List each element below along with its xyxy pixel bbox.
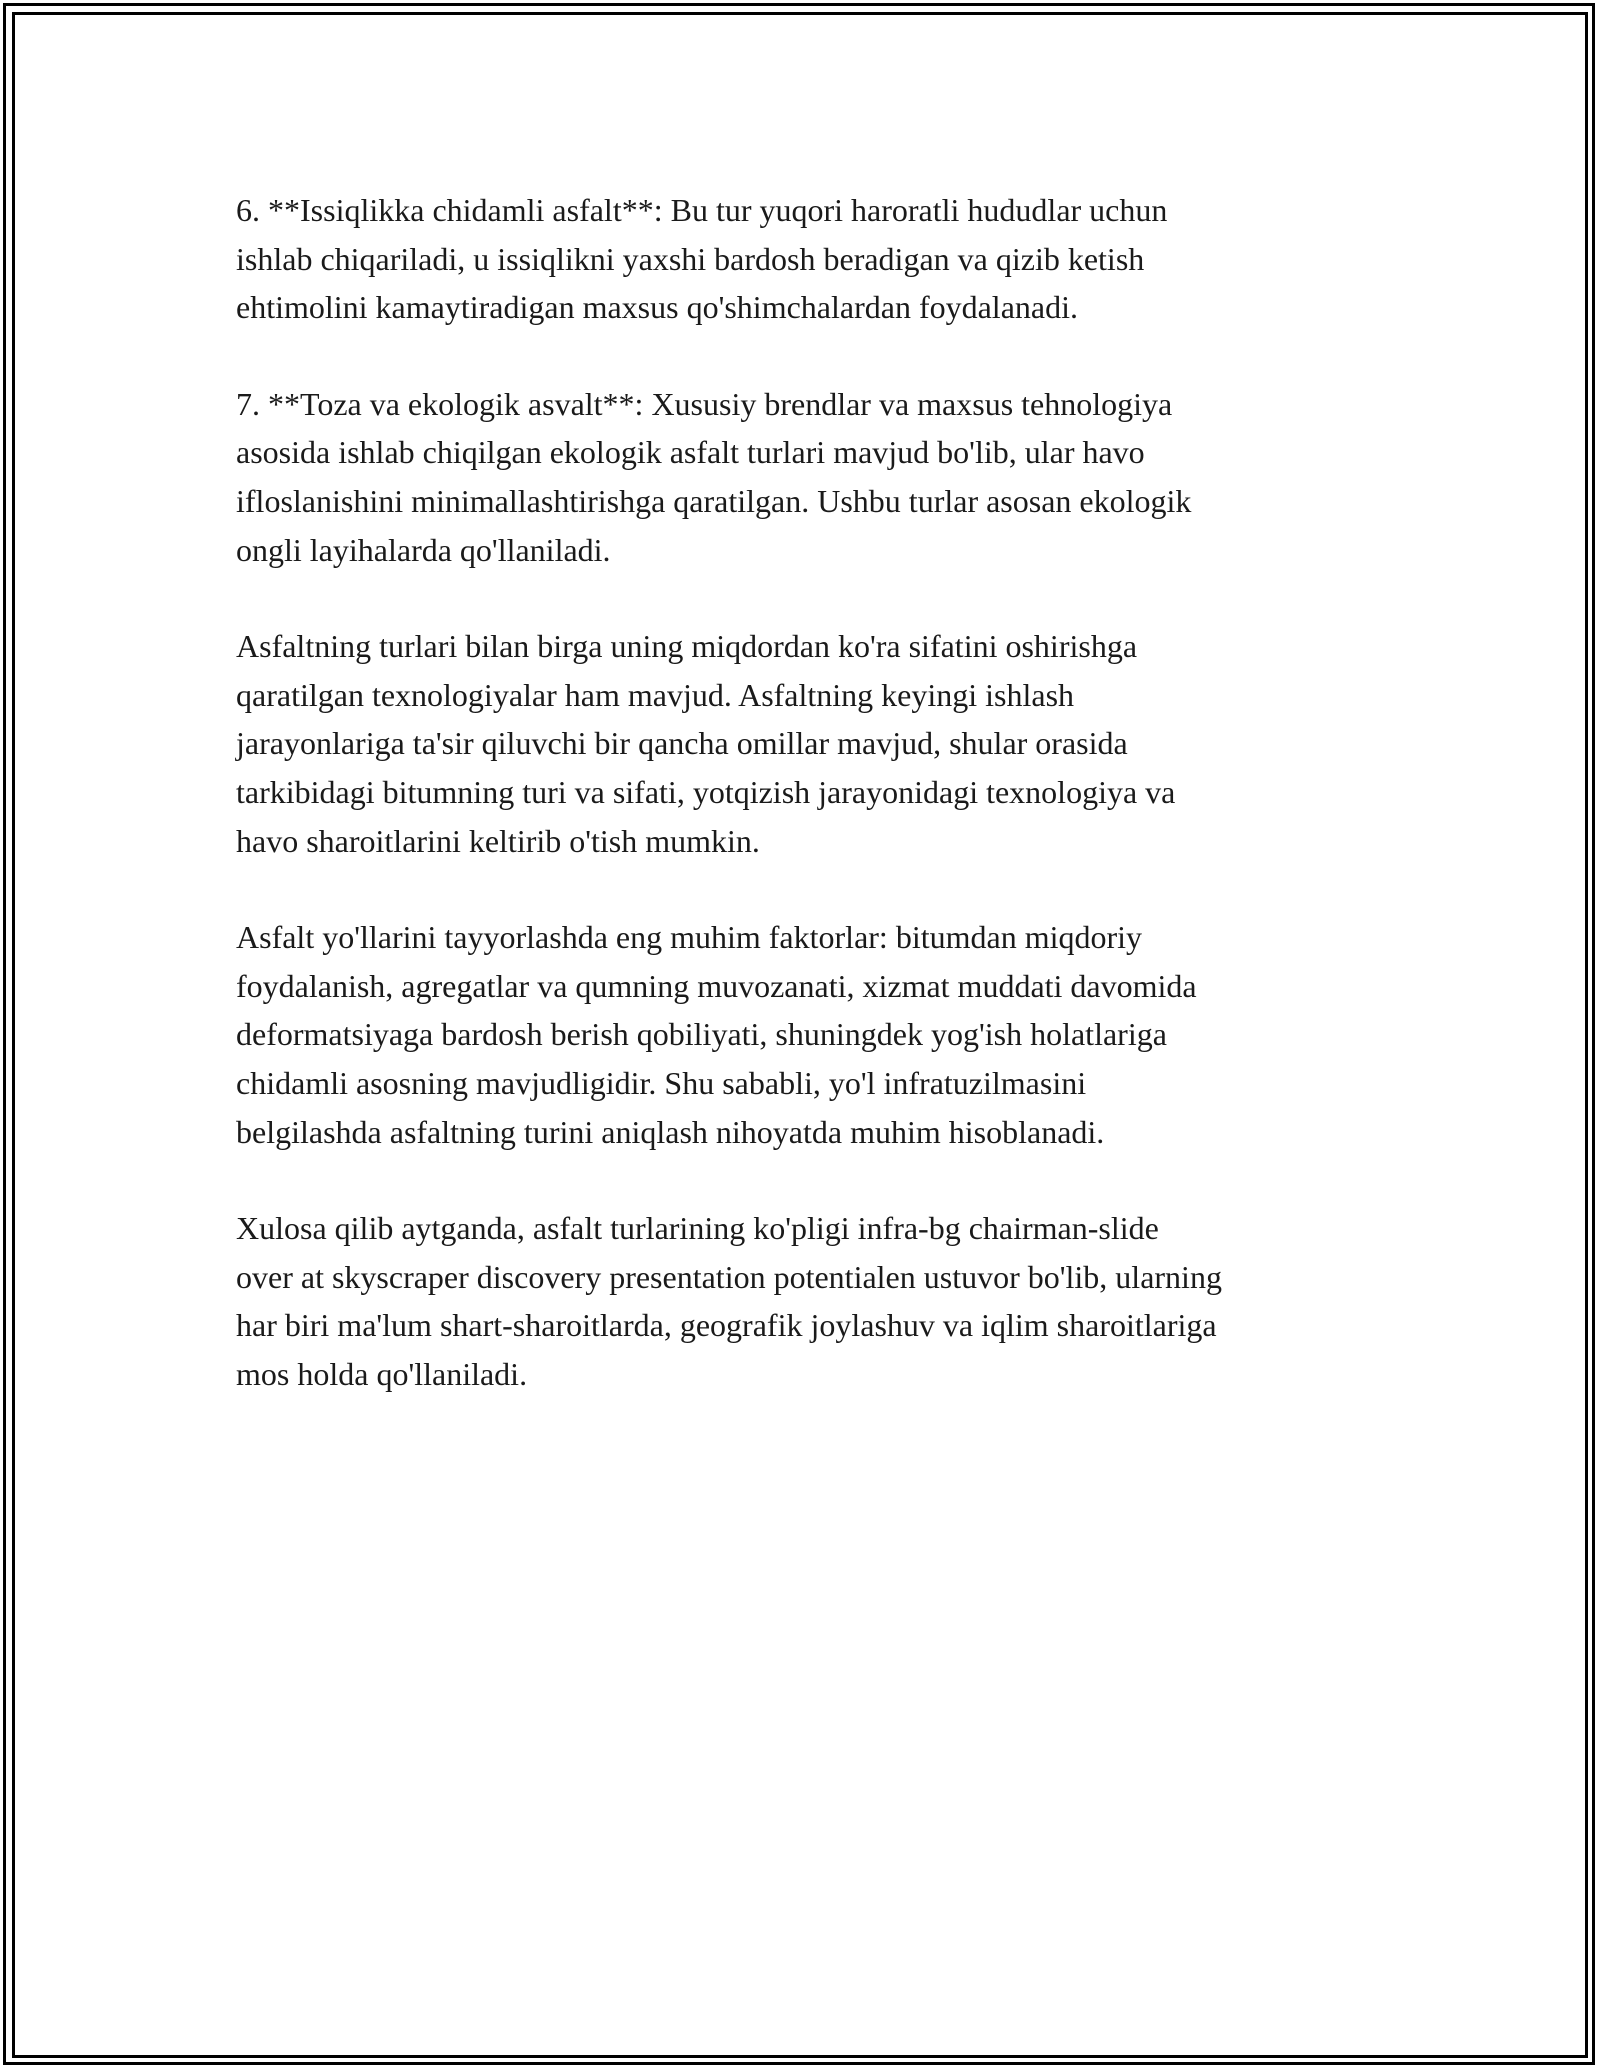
paragraph-ecological-asphalt: 7. **Toza va ekologik asvalt**: Xususiy brendlar va maxsus tehnologiya asosida ishlab chiqilgan ekologik asfalt turlari mavjud bo'lib, ular havo ifloslanishini minimallashtirishga qaratilgan. Ushbu turlar asosan ekologik ongli layihalarda qo'llaniladi. xyxy=(236,385,1192,568)
paragraph-conclusion: Xulosa qilib aytganda, asfalt turlarining ko'pligi infra-bg chairman-slide over at skyscraper discovery presentation potentialen ustuvor bo'lib, ularning har biri ma'lum shart-sharoitlarda, geografik joylashuv va iqlim sharoitlariga mos holda qo'llaniladi. xyxy=(236,1210,1222,1392)
document-body xyxy=(236,186,1376,1446)
paragraph-asphalt-technologies: Asfaltning turlari bilan birga uning miqdordan ko'ra sifatini oshirishga qaratilgan texnologiyalar ham mavjud. Asfaltning keyingi ishlash jarayonlariga ta'sir qiluvchi bir qancha omillar mavjud, shular orasida tarkibidagi bitumning turi va sifati, yotqizish jarayonidagi texnologiya va havo sharoitlarini keltirib o'tish mumkin. xyxy=(236,628,1176,859)
paragraph-key-factors: Asfalt yo'llarini tayyorlashda eng muhim faktorlar: bitumdan miqdoriy foydalanish, agregatlar va qumning muvozanati, xizmat muddati davomida deformatsiyaga bardosh berish qobiliyati, shuningdek yog'ish holatlariga chidamli asosning mavjudligidir. Shu sababli, yo'l infratuzilmasini belgilashda asfaltning turini aniqlash nihoyatda muhim hisoblanadi. xyxy=(236,919,1197,1150)
paragraph-heat-resistant-asphalt: 6. **Issiqlikka chidamli asfalt**: Bu tur yuqori haroratli hududlar uchun ishlab chiqariladi, u issiqlikni yaxshi bardosh beradigan va qizib ketish ehtimolini kamaytiradigan maxsus qo'shimchalardan foydalanadi. xyxy=(236,192,1168,326)
